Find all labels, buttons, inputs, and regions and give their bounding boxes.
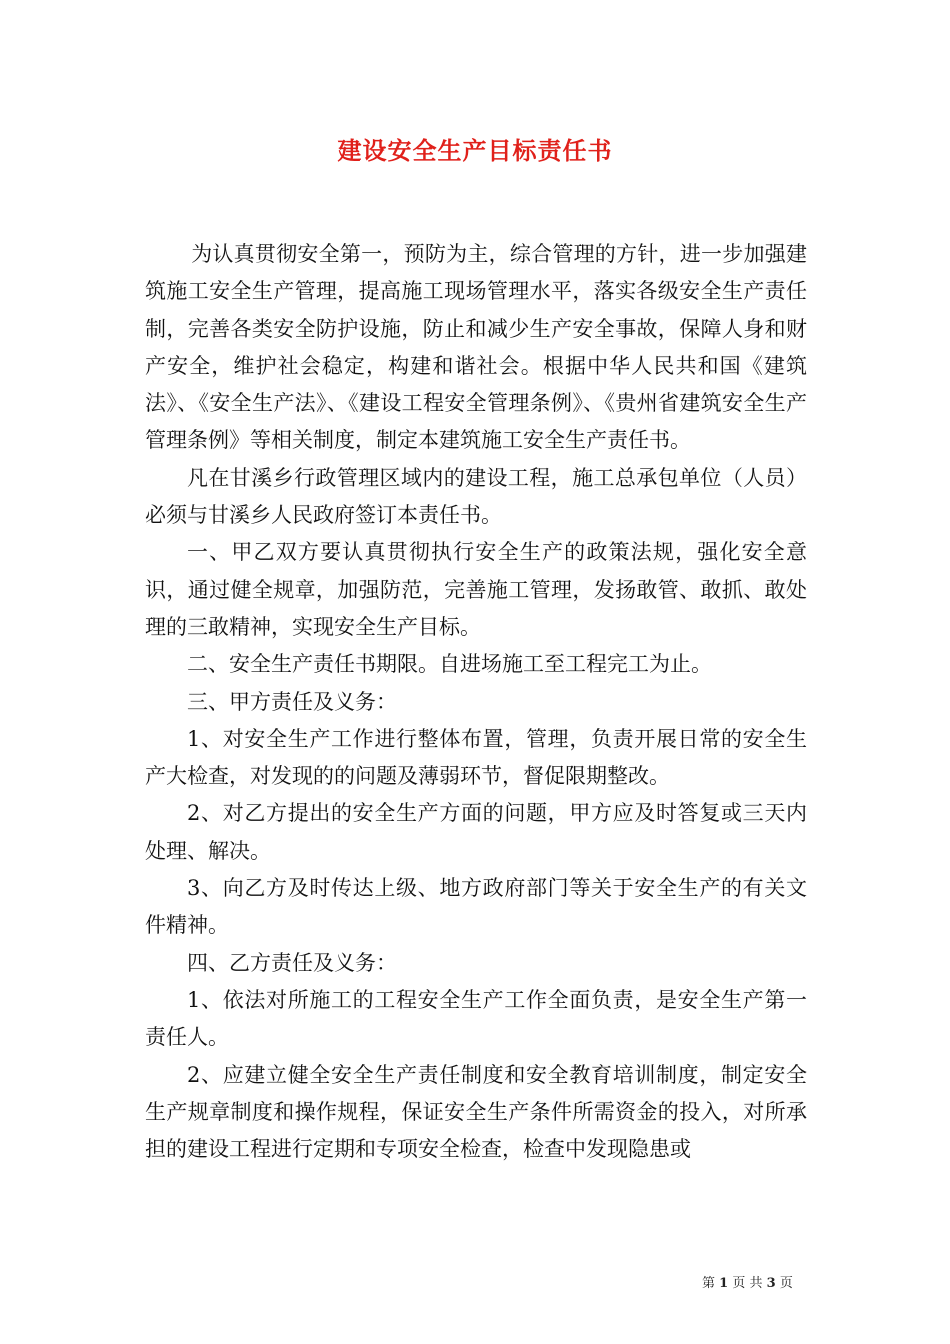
total-pages: 3 — [766, 1276, 776, 1291]
document-title: 建设安全生产目标责任书 — [337, 136, 613, 165]
paragraph-clause-4-item-1: 1、依法对所施工的工程安全生产工作全面负责，是安全生产第一责任人。 — [145, 987, 807, 1050]
page-number — [702, 1272, 822, 1291]
paragraph-clause-3-item-3: 3、向乙方及时传达上级、地方政府部门等关于安全生产的有关文件精神。 — [145, 876, 807, 938]
page-prefix: 第 — [702, 1276, 716, 1291]
paragraph-clause-3-heading: 三、甲方责任及义务： — [187, 689, 397, 714]
paragraph-clause-4-heading: 四、乙方责任及义务： — [187, 950, 397, 975]
paragraph-clause-3-item-2: 2、对乙方提出的安全生产方面的问题，甲方应及时答复或三天内处理、解决。 — [145, 801, 807, 863]
paragraph-clause-2: 二、安全生产责任书期限。自进场施工至工程完工为止。 — [187, 652, 712, 677]
page-mid: 页 共 — [732, 1276, 763, 1291]
paragraph-scope: 凡在甘溪乡行政管理区域内的建设工程，施工总承包单位（人员）必须与甘溪乡人民政府签订本责任书。 — [145, 465, 807, 528]
paragraph-intro: 为认真贯彻安全第一，预防为主，综合管理的方针，进一步加强建筑施工安全生产管理，提高施工现场管理水平，落实各级安全生产责任制，完善各类安全防护设施，防止和减少生产安全事故，保障人身和财产安全，维护社会稳定，构建和谐社会。根据中华人民共和国《建筑法》、《安全生产法》、《建设工程安全管理条例》、《贵州省建筑安全生产管理条例》等相关制度，制定本建筑施工安全生产责任书。 — [145, 242, 807, 453]
paragraph-clause-1: 一、甲乙双方要认真贯彻执行安全生产的政策法规，强化安全意识，通过健全规章，加强防范，完善施工管理，发扬敢管、敢抓、敢处理的三敢精神，实现安全生产目标。 — [145, 540, 807, 639]
paragraph-clause-3-item-1: 1、对安全生产工作进行整体布置，管理，负责开展日常的安全生产大检查，对发现的的问题及薄弱环节，督促限期整改。 — [145, 726, 807, 789]
current-page: 1 — [719, 1276, 729, 1291]
page-suffix: 页 — [779, 1276, 793, 1291]
document-body — [145, 236, 807, 1168]
paragraph-clause-4-item-2: 2、应建立健全安全生产责任制度和安全教育培训制度，制定安全生产规章制度和操作规程，保证安全生产条件所需资金的投入，对所承担的建设工程进行定期和专项安全检查，检查中发现隐患或 — [145, 1062, 807, 1162]
